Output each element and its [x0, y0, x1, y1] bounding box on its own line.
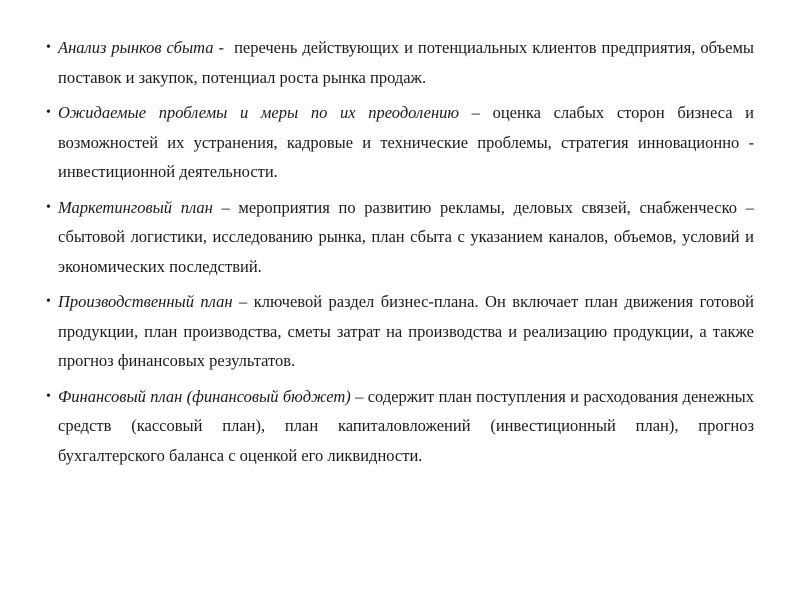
item-text: мероприятия по развитию рекламы, деловых связей, снабженческо – сбытовой логистики, исследованию рынка, план сбыта с указанием каналов, объемов, условий и экономических последствий.: [58, 197, 754, 276]
list-item-production-plan: [46, 287, 754, 376]
bullet-icon: •: [46, 388, 51, 404]
list-item-financial-plan: [46, 382, 754, 471]
bullet-icon: •: [46, 105, 51, 120]
item-text: перечень действующих и потенциальных клиентов предприятия, объемы поставок и закупок, потенциал роста рынка продаж.: [58, 38, 754, 87]
item-text: ключевой раздел бизнес-плана. Он включает план движения готовой продукции, план производства, сметы затрат на производства и реализацию продукции, а также прогноз финансовых результатов.: [58, 292, 755, 370]
item-separator: –: [459, 103, 493, 122]
list-item-marketing-plan: [46, 193, 754, 282]
bullet-icon: •: [46, 294, 51, 309]
bullet-icon: •: [46, 40, 51, 55]
item-text: содержит план поступления и расходования денежных средств (кассовый план), план капиталовложений (инвестиционный план), прогноз бухгалтерского баланса с оценкой его ликвидности.: [58, 386, 755, 465]
bullet-icon: •: [46, 199, 51, 215]
item-separator: –: [212, 197, 239, 217]
list-item-expected-problems: [46, 98, 754, 187]
item-separator: -: [213, 38, 235, 57]
item-term: Анализ рынков сбыта: [58, 38, 214, 57]
item-term: Производственный план: [58, 292, 233, 311]
item-term: Маркетинговый план: [58, 197, 213, 217]
item-separator: –: [232, 292, 254, 311]
item-term: Ожидаемые проблемы и меры по их преодолению: [58, 103, 460, 122]
item-separator: –: [350, 386, 368, 406]
item-text: оценка слабых сторон бизнеса и возможностей их устранения, кадровые и технические проблемы, стратегия инновационно - инвестиционной деятельности.: [58, 103, 755, 181]
bullet-list: [46, 33, 754, 476]
item-term: Финансовый план (финансовый бюджет): [58, 386, 351, 406]
list-item-market-analysis: [46, 33, 754, 92]
